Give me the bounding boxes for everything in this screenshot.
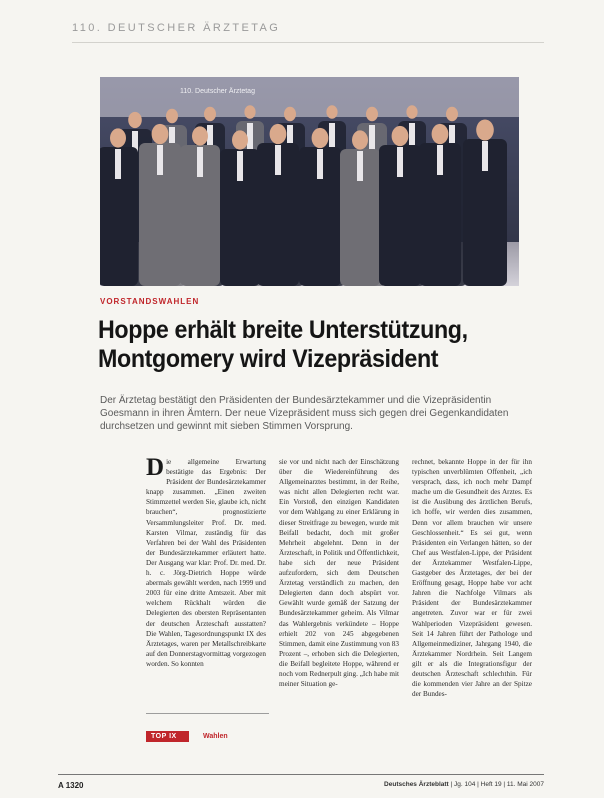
photo-person-head [446, 107, 458, 121]
body-columns [146, 454, 536, 749]
body-text-col1: ie allgemeine Erwartung bestätigte das Ergebnis: Der Präsident der Bundesärztekammer knapp zusammen. „Einen zweiten Stimmzettel werden Sie, glaube ich, nicht brauchen“, prognostizierte Versammlungsleiter Prof. Dr. med. Karsten Vilmar, zuständig für das Verfahren bei der Wahl des Präsidenten der Bundesärztekammer erläutert hatte. Der Ausgang war klar: Prof. Dr. med. Dr. h. c. Jörg-Dietrich Hoppe würde abermals gewählt werden, nach 1999 und 2003 für eine dritte Amtszeit. Aber mit welchem Rückhalt würden die Delegierten des obersten Repräsentanten der deutschen Ärzteschaft ausstatten? Die Wahlen, Tagesordnungspunkt IX des Ärztetages, waren per Metallschreibkarte auf den Donnerstagvormittag vorgezogen worden. So konnten [146, 458, 266, 668]
footer-publication: Deutsches Ärzteblatt [384, 781, 449, 788]
photo-person-head [476, 119, 494, 140]
banner-text: 110. Deutscher Ärztetag [180, 88, 255, 95]
photo-person-shirt [437, 145, 443, 175]
running-header: 110. DEUTSCHER ÄRZTETAG [72, 22, 281, 34]
photo-person-head [326, 105, 337, 118]
topin-box [146, 731, 228, 742]
photo-person-head [192, 126, 208, 145]
photo-person-head [284, 107, 296, 121]
body-text-col2: sie vor und nicht nach der Einschätzung über die Wiedereinführung des Allgemeinarztes bestimmt, in der Reihe, was nicht allen Delegierten recht war. Ein Vorstoß, den einzigen Kandidaten vor dem Wahlgang zu einer Erklärung in dieser Streitfrage zu bewegen, wurde mit Beifall bedacht, doch mit großer Mehrheit abgelehnt. Denn in der Ärzteschaft, in Politik und Öffentlichkeit, habe sich der neue Präsident aufzufordern, sich dem Deutschen Ärztetag verständlich zu machen, den Delegierten dann doch abspürt vor. Gewählt wurde gemäß der Satzung der Bundesärztekammer geheim. Als Vilmar das Wahlergebnis verkündete – Hoppe erhielt 202 von 245 abgegebenen Stimmen, damit eine Zustimmung von 83 Prozent –, erhoben sich die Delegierten, die Beifall begleitete Hoppe, während er noch vom Rednerpult ging. „Ich habe mit meiner Situation ge- [279, 458, 399, 689]
lead-paragraph: Der Ärztetag bestätigt den Präsidenten der Bundesärztekammer und die Vizepräsidentin Goesmann in ihren Ämtern. Der neue Vizepräsident muss sich gegen drei Gegenkandidaten durchsetzen und gewinnt mit sieben Stimmen Vorsprung. [100, 395, 509, 432]
photo-person-head [232, 130, 248, 149]
headline-line-1: Hoppe erhält breite Unterstützung, [98, 316, 468, 344]
photo-person-head [406, 105, 417, 118]
photo-person-shirt [237, 151, 243, 181]
photo-person-head [110, 128, 126, 147]
topin-label: Wahlen [203, 733, 228, 740]
photo-person-head [152, 124, 169, 144]
photo-person-shirt [357, 151, 363, 181]
photo-person-head [366, 107, 378, 121]
dropcap: D [146, 454, 165, 481]
headline-line-2: Montgomery wird Vizepräsident [98, 345, 439, 373]
header-rule [72, 42, 544, 43]
photo-person-head [432, 124, 449, 144]
photo-person-shirt [397, 147, 403, 177]
footer-rule [58, 774, 544, 775]
topin-badge: TOP IX [146, 731, 189, 742]
photo-person-head [352, 130, 368, 149]
photo-person-shirt [275, 145, 281, 175]
photo-person-shirt [317, 149, 323, 179]
photo-person-shirt [482, 141, 488, 171]
photo-person-shirt [247, 123, 253, 153]
photo-person-head [270, 124, 287, 144]
photo-person-shirt [115, 149, 121, 179]
photo-person-head [204, 107, 216, 121]
topin-rule [146, 713, 269, 714]
photo-person-shirt [197, 147, 203, 177]
page-number: A 1320 [58, 781, 84, 790]
body-column-2 [279, 457, 399, 689]
photo-person-head [244, 105, 255, 118]
photo-person-head [166, 109, 178, 123]
section-kicker: VORSTANDSWAHLEN [100, 297, 200, 306]
body-text-col3: rechnet, bekannte Hoppe in der für ihn typischen unverblümten Offenheit, „ich versprach, dass, ich noch mehr Dampf mache um die Gesundheit des Arztes. Es ist die Ausübung des ärztlichen Berufs, ich hoffe, wir werden dies zusammen, Denn vor allem brauchen wir unsere Geschlossenheit.“ Es sei gut, wenn Präsidenten ein Verlangen hätten, so der Chef aus Westfalen-Lippe, der Präsident der Ärztekammer Westfalen-Lippe, Gastgeber des Ärztetages, der bei der Eröffnung gesagt, Hoppe habe vor acht Jahren die Nachfolge Vilmars als Präsident der Bundesärztekammer angetreten. Zuvor war er für zwei Wahlperioden Vizepräsident gewesen. Seit 14 Jahren führt der Pathologe und Allgemeinmediziner, Jahrgang 1940, die Ärztekammer Nordrhein. Seit Langem gilt er als die Integrationsfigur der deutschen Ärzteschaft schlechthin. Für die kommenden vier Jahre an der Spitze der Bundes- [412, 458, 532, 699]
photo-person-head [312, 128, 329, 148]
photo-person-head [128, 112, 142, 128]
photo-person-shirt [157, 145, 163, 175]
photo-person-head [392, 126, 409, 146]
group-photo-illustration [100, 77, 519, 286]
footer-source: Deutsches Ärzteblatt | Jg. 104 | Heft 19 | 11. Mai 2007 [384, 781, 544, 788]
group-photo [100, 77, 519, 286]
body-column-3 [412, 457, 532, 699]
footer-issue: Jg. 104 | Heft 19 | 11. Mai 2007 [454, 781, 544, 788]
body-column-1 [146, 454, 266, 669]
headline [98, 316, 507, 374]
